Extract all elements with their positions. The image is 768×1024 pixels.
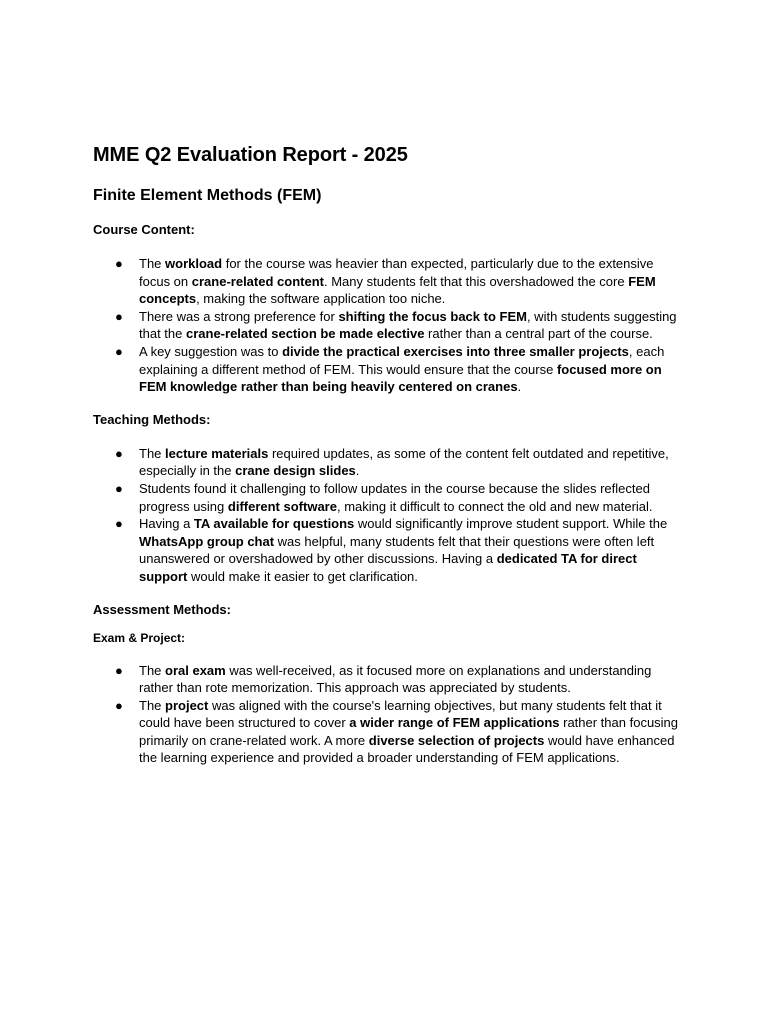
text-run: , each explaining a different method of FEM. This would ensure that the course (139, 343, 665, 377)
bold-text: focused more on FEM knowledge rather than being heavily centered on cranes (139, 361, 662, 395)
text-run: The (139, 256, 166, 271)
bullet-icon: ● (115, 256, 123, 271)
text-run: rather than a central part of the course. (424, 326, 653, 342)
text-run: A key suggestion was to (139, 343, 283, 359)
text-run: The (139, 445, 166, 461)
text-run: would have enhanced the learning experience and provided a broader understanding of FEM applications. (139, 732, 675, 766)
bullet-icon: ● (115, 480, 123, 496)
text-run: . (355, 463, 360, 479)
course-content-heading: Course Content: (93, 222, 195, 237)
bullet-icon: ● (115, 662, 123, 678)
text-run: The (139, 662, 166, 678)
bold-text: TA available for questions (193, 516, 355, 532)
bullet-icon: ● (115, 308, 123, 324)
course-content-list (93, 255, 683, 396)
bold-text: dedicated TA for direct support (139, 551, 637, 584)
bold-text: workload (165, 256, 223, 271)
list-item (93, 445, 683, 480)
assessment-methods-heading: Assessment Methods: (93, 601, 231, 617)
list-item (93, 515, 683, 585)
bold-text: different software (227, 498, 337, 514)
bold-text: FEM concepts (139, 273, 656, 307)
text-run: was aligned with the course's learning objectives, but many students felt that it could have been structured to cover (139, 697, 662, 731)
bold-text: oral exam (165, 662, 226, 678)
bold-text: crane design slides (235, 463, 356, 479)
text-run: would make it easier to get clarification. (187, 568, 418, 584)
text-run: There was a strong preference for (139, 308, 339, 324)
text-run: Having a (139, 516, 194, 532)
bold-text: project (165, 697, 209, 713)
bold-text: shifting the focus back to FEM (338, 308, 527, 324)
document-page (93, 142, 683, 767)
bullet-icon: ● (115, 343, 123, 359)
bold-text: crane-related section be made elective (185, 326, 425, 342)
text-run: would significantly improve student support. While the (354, 516, 668, 532)
bold-text: WhatsApp group chat (139, 533, 275, 549)
text-run: required updates, as some of the content felt outdated and repetitive, especially in the (139, 445, 669, 479)
teaching-methods-list (93, 445, 683, 586)
text-run: , making the software application too niche. (196, 291, 446, 307)
document-title: MME Q2 Evaluation Report - 2025 (93, 144, 408, 166)
section-title: Finite Element Methods (FEM) (93, 187, 322, 204)
bold-text: diverse selection of projects (368, 732, 545, 748)
exam-project-subheading: Exam & Project: (93, 630, 186, 645)
list-item (93, 308, 683, 343)
text-run: Students found it challenging to follow updates in the course because the slides reflected progress using (139, 480, 650, 514)
bold-text: divide the practical exercises into three smaller projects (282, 343, 629, 359)
bullet-icon: ● (115, 516, 123, 532)
bold-text: a wider range of FEM applications (349, 715, 560, 731)
list-item (93, 343, 683, 396)
list-item (93, 480, 683, 515)
text-run: rather than focusing primarily on crane-related work. A more (139, 715, 679, 748)
assessment-methods-list (93, 662, 683, 768)
text-run: , making it difficult to connect the old and new material. (336, 498, 653, 514)
bullet-icon: ● (115, 445, 123, 461)
bold-text: lecture materials (165, 445, 269, 461)
bullet-icon: ● (115, 697, 123, 713)
text-run: for the course was heavier than expected, particularly due to the extensive focus on (139, 256, 654, 289)
list-item (93, 697, 683, 767)
text-run: . (517, 379, 522, 395)
text-run: was well-received, as it focused more on explanations and understanding rather than rote memorization. This approach was appreciated by students. (139, 662, 652, 696)
bold-text: crane-related content (191, 273, 324, 289)
text-run: , with students suggesting that the (139, 308, 677, 342)
teaching-methods-heading: Teaching Methods: (93, 411, 211, 427)
text-run: was helpful, many students felt that their questions were often left unanswered or overshadowed by other discussions. Having a (139, 533, 655, 567)
text-run: The (139, 697, 166, 713)
list-item (93, 255, 683, 308)
text-run: . Many students felt that this overshadowed the core (323, 273, 629, 289)
list-item (93, 662, 683, 697)
